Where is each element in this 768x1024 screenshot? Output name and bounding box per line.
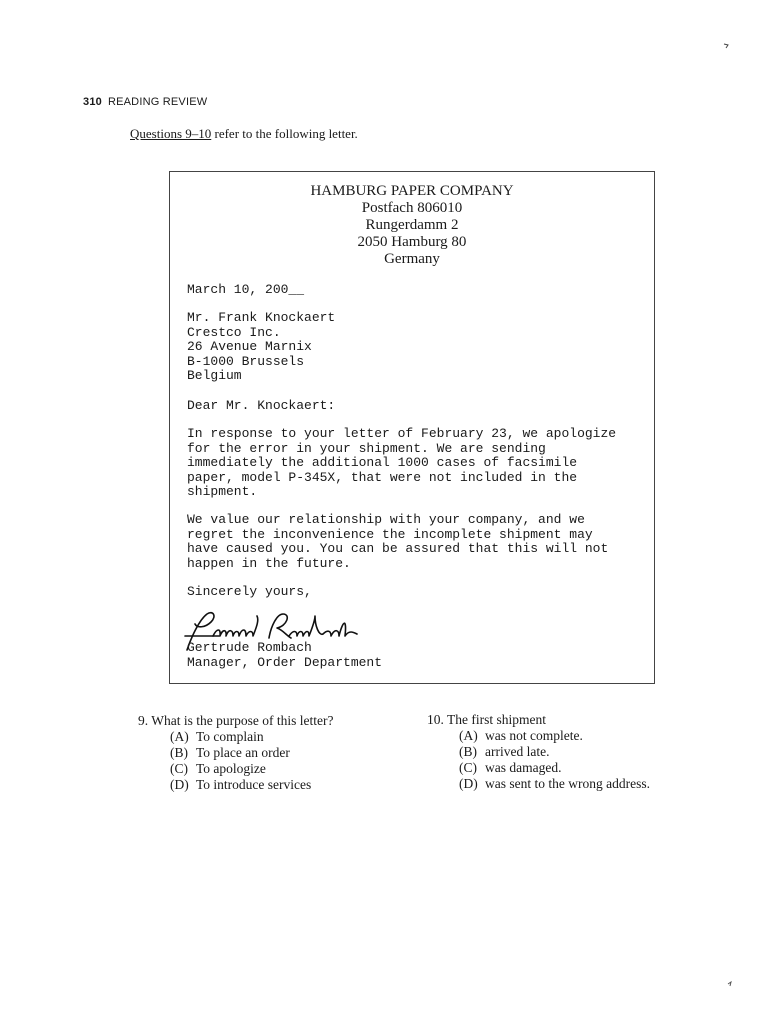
recipient-address (187, 311, 335, 384)
option-text: was damaged. (485, 760, 562, 775)
answer-option (427, 760, 650, 776)
body-line: We value our relationship with your company, and we (187, 512, 585, 527)
recipient-line: B-1000 Brussels (187, 353, 305, 369)
recipient-line: Crestco Inc. (187, 324, 281, 340)
option-text: arrived late. (485, 744, 550, 759)
option-label: (D) (170, 777, 189, 792)
answer-option (138, 777, 333, 793)
scan-speck (724, 44, 728, 48)
recipient-line: 26 Avenue Marnix (187, 339, 312, 354)
letter-date: March 10, 200__ (187, 282, 305, 297)
body-line: happen in the future. (187, 555, 351, 571)
body-line: immediately the additional 1000 cases of facsimile (187, 455, 578, 470)
company-city: 2050 Hamburg 80 (357, 234, 467, 250)
company-country: Germany (384, 251, 440, 267)
closing: Sincerely yours, (187, 584, 312, 599)
question-stem: 9. What is the purpose of this letter? (138, 713, 334, 728)
answer-option (427, 744, 650, 760)
answer-option (138, 761, 333, 777)
signer-title: Manager, Order Department (187, 654, 383, 670)
option-label: (B) (170, 745, 188, 760)
answer-option (138, 745, 333, 761)
body-paragraph-1 (187, 427, 616, 500)
option-text: To apologize (196, 761, 266, 776)
option-label: (C) (459, 760, 477, 775)
question-9 (138, 713, 333, 793)
answer-option (138, 729, 333, 745)
company-postfach: Postfach 806010 (361, 200, 463, 216)
body-line: have caused you. You can be assured that this will not (187, 541, 609, 556)
question-range: Questions 9–10 (130, 126, 212, 141)
body-paragraph-2 (187, 513, 608, 571)
recipient-line: Belgium (187, 368, 242, 383)
answer-option (427, 728, 650, 744)
signature-block (187, 641, 382, 670)
option-text: was sent to the wrong address. (485, 776, 650, 791)
option-text: was not complete. (485, 728, 583, 743)
salutation: Dear Mr. Knockaert: (187, 398, 336, 413)
body-line: In response to your letter of February 23, we apologize (187, 426, 617, 441)
page-header (83, 96, 207, 108)
option-label: (C) (170, 761, 188, 776)
company-street: Rungerdamm 2 (365, 217, 459, 233)
section-title: READING REVIEW (107, 96, 208, 108)
intro-text: refer to the following letter. (211, 126, 358, 141)
letter-box (169, 171, 655, 684)
option-text: To introduce services (196, 777, 312, 792)
recipient-line: Mr. Frank Knockaert (187, 310, 336, 325)
answer-option (427, 776, 650, 792)
option-label: (A) (170, 729, 189, 744)
option-text: To place an order (196, 745, 290, 760)
option-label: (A) (459, 728, 478, 743)
signer-name: Gertrude Rombach (187, 640, 312, 655)
question-stem: 10. The first shipment (427, 712, 546, 727)
page-number: 310 (83, 96, 102, 108)
letterhead (170, 183, 654, 268)
scan-speck (728, 982, 731, 986)
body-line: shipment. (187, 484, 258, 499)
intro-line (130, 126, 358, 142)
body-line: regret the inconvenience the incomplete shipment may (187, 526, 593, 542)
company-name: HAMBURG PAPER COMPANY (310, 183, 514, 199)
body-line: paper, model P-345X, that were not included in the (187, 469, 578, 485)
body-line: for the error in your shipment. We are sending (187, 440, 546, 456)
option-text: To complain (196, 729, 264, 744)
option-label: (D) (459, 776, 478, 791)
question-10 (427, 712, 650, 792)
option-label: (B) (459, 744, 477, 759)
